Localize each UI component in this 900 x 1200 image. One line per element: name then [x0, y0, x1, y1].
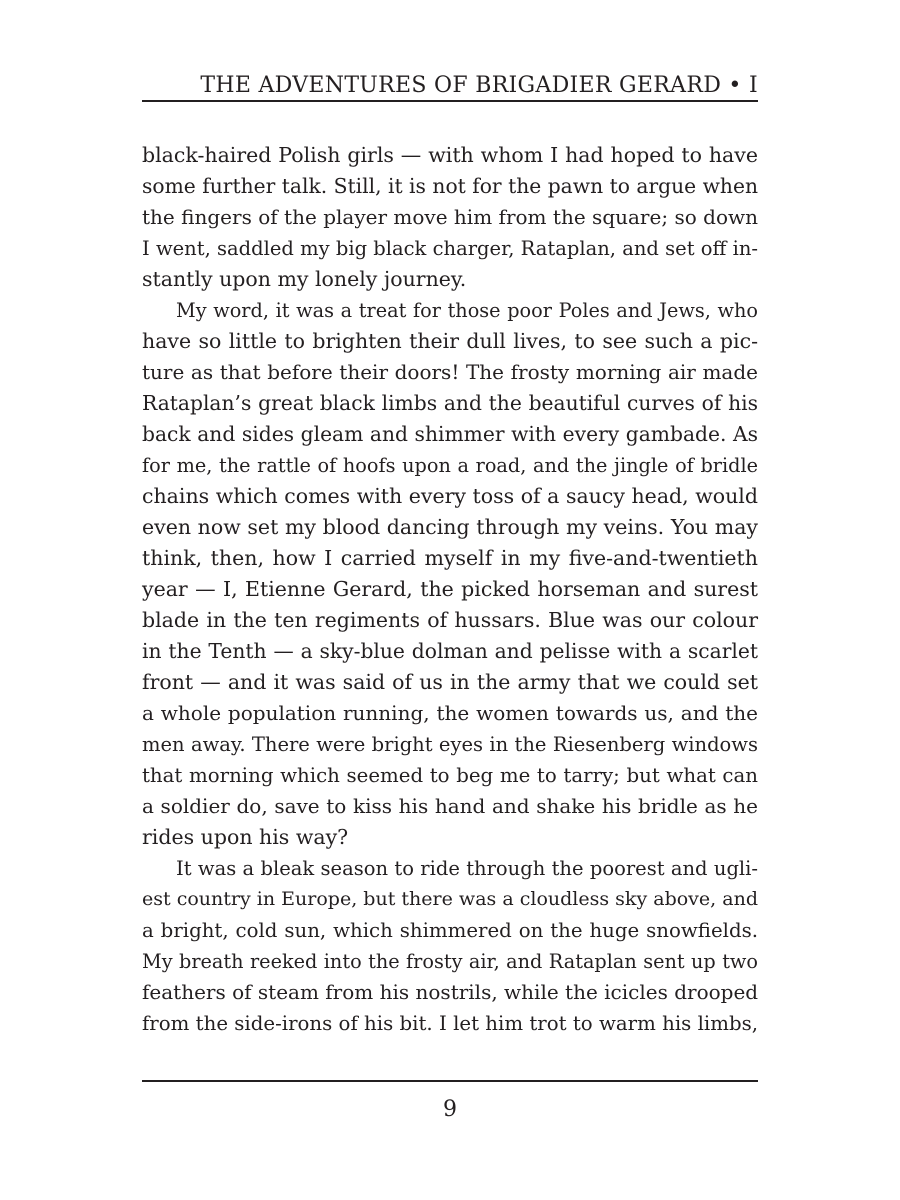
text-line: that morning which seemed to beg me to tarry; but what can: [142, 764, 758, 787]
text-line: men away. There were bright eyes in the Riesenberg windows: [142, 733, 758, 756]
text-line: for me, the rattle of hoofs upon a road, and the jingle of bridle: [142, 454, 758, 477]
text-line: the fingers of the player move him from the square; so down: [142, 205, 758, 229]
text-line: est country in Europe, but there was a cloudless sky above, and: [142, 888, 758, 910]
text-line: a bright, cold sun, which shimmered on the huge snowfields.: [142, 919, 758, 942]
text-line: chains which comes with every toss of a saucy head, would: [142, 484, 758, 508]
text-line: a soldier do, save to kiss his hand and shake his bridle as he: [142, 794, 758, 818]
header-rule: [142, 100, 758, 102]
text-line: Rataplan’s great black limbs and the beautiful curves of his: [142, 391, 758, 415]
text-line: even now set my blood dancing through my veins. You may: [142, 515, 758, 539]
body-text: [142, 140, 758, 1039]
page-number: 9: [443, 1097, 457, 1122]
text-line: It was a bleak season to ride through the poorest and ugli-: [176, 857, 758, 880]
text-line: think, then, how I carried myself in my five-and-twentieth: [142, 546, 758, 570]
text-line: some further talk. Still, it is not for the pawn to argue when: [142, 174, 758, 198]
text-line: in the Tenth — a sky-blue dolman and pelisse with a scarlet: [142, 639, 758, 663]
paragraph-2: [142, 295, 758, 853]
text-line: stantly upon my lonely journey.: [142, 267, 467, 291]
paragraph-3: [142, 853, 758, 1039]
text-line: from the side-irons of his bit. I let him trot to warm his limbs,: [142, 1012, 758, 1035]
text-line: back and sides gleam and shimmer with every gambade. As: [142, 422, 758, 446]
text-line: I went, saddled my big black charger, Rataplan, and set off in-: [142, 237, 758, 260]
text-line: My word, it was a treat for those poor Poles and Jews, who: [176, 299, 758, 322]
text-line: have so little to brighten their dull lives, to see such a pic-: [142, 329, 758, 353]
text-line: front — and it was said of us in the army that we could set: [142, 670, 758, 694]
text-line: ture as that before their doors! The frosty morning air made: [142, 360, 758, 384]
footer-rule: [142, 1080, 758, 1082]
text-line: a whole population running, the women towards us, and the: [142, 701, 758, 725]
paragraph-1: [142, 140, 758, 295]
text-line: rides upon his way?: [142, 825, 349, 849]
text-line: blade in the ten regiments of hussars. Blue was our colour: [142, 608, 758, 632]
text-line: year — I, Etienne Gerard, the picked horseman and surest: [142, 577, 758, 601]
text-line: My breath reeked into the frosty air, and Rataplan sent up two: [142, 950, 758, 973]
text-line: feathers of steam from his nostrils, while the icicles drooped: [142, 980, 759, 1004]
text-line: black-haired Polish girls — with whom I had hoped to have: [142, 143, 758, 167]
running-head: THE ADVENTURES OF BRIGADIER GERARD • I: [200, 73, 758, 98]
